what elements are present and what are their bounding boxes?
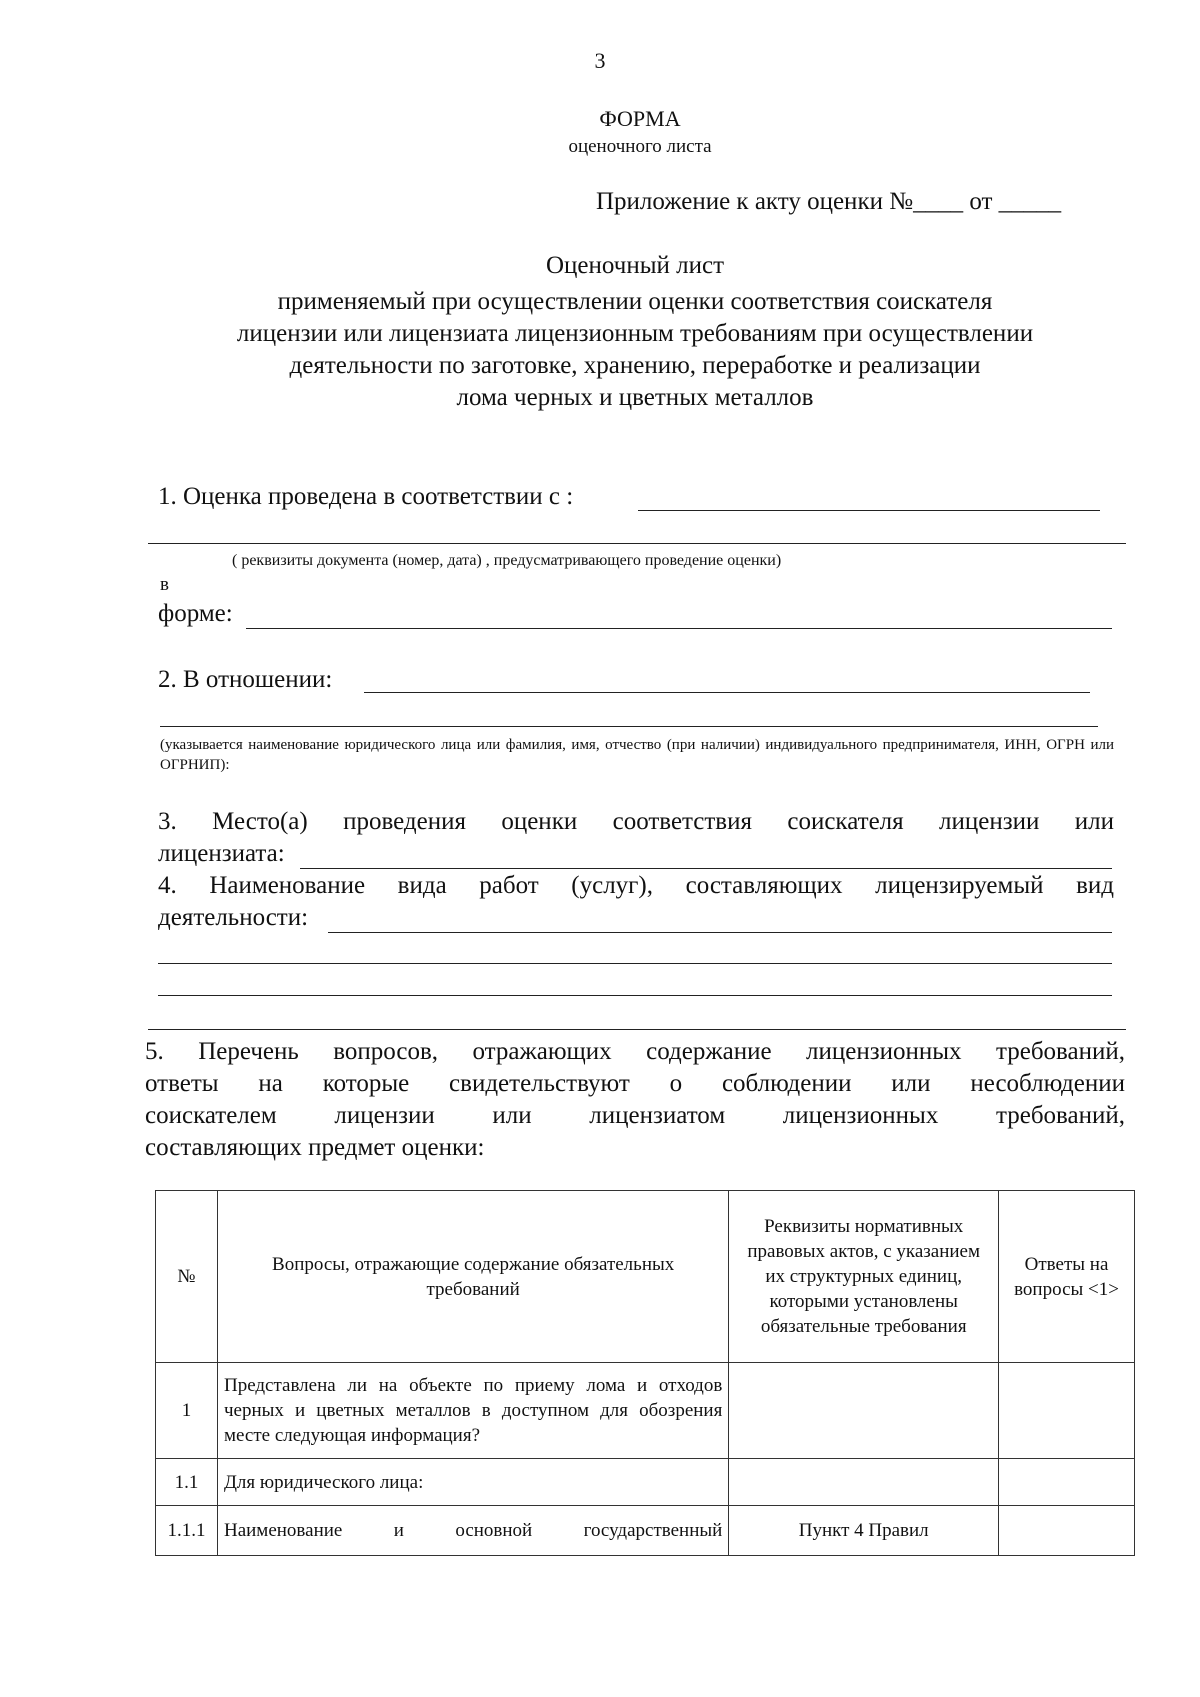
section1-form-fill-line[interactable] [246, 628, 1112, 629]
requirements-table [155, 1190, 1135, 1556]
section5-line: 5. Перечень вопросов, отражающих содержание лицензионных требований, [145, 1038, 1125, 1065]
section4-fill-line-2[interactable] [158, 963, 1112, 964]
section2-label: 2. В отношении: [158, 666, 333, 693]
row-answer[interactable] [999, 1459, 1135, 1506]
section5-line: соискателем лицензии или лицензиатом лицензионных требований, [145, 1102, 1125, 1129]
section3-line1: 3. Место(а) проведения оценки соответствия соискателя лицензии или [158, 808, 1114, 835]
row-answer[interactable] [999, 1363, 1135, 1459]
row-num: 1.1 [156, 1459, 218, 1506]
row-requisite [729, 1363, 999, 1459]
section5-line: ответы на которые свидетельствуют о соблюдении или несоблюдении [145, 1070, 1125, 1097]
sheet-description-line: лицензии или лицензиата лицензионным требованиям при осуществлении [236, 320, 1034, 347]
row-question: Представлена ли на объекте по приему лома и отходов черных и цветных металлов в доступном для обозрения месте следующая информация? [217, 1363, 728, 1459]
table-header-row [156, 1191, 1135, 1363]
section2-fill-line-2[interactable] [160, 726, 1098, 727]
header-num: № [156, 1191, 218, 1363]
table-row [156, 1363, 1135, 1459]
section2-hint: (указывается наименование юридического лица или фамилия, имя, отчество (при наличии) индивидуального предпринимателя, ИНН, ОГРН или ОГРНИП): [160, 737, 1114, 773]
sheet-description [0, 286, 1200, 414]
row-question: Наименование и основной государственный [217, 1506, 728, 1556]
row-num: 1 [156, 1363, 218, 1459]
section5-text [145, 1036, 1125, 1164]
section2-fill-line[interactable] [364, 692, 1090, 693]
section1-fill-line[interactable] [638, 510, 1100, 511]
appendix-line: Приложение к акту оценки №____ от _____ [596, 188, 1062, 215]
section1-label: 1. Оценка проведена в соответствии с : [158, 483, 574, 510]
section1-fill-line-2[interactable] [148, 543, 1126, 544]
table-row [156, 1459, 1135, 1506]
section3-fill-line[interactable] [300, 868, 1112, 869]
section3-line2: лицензиата: [158, 840, 285, 867]
row-answer[interactable] [999, 1506, 1135, 1556]
row-requisite: Пункт 4 Правил [729, 1506, 999, 1556]
row-question: Для юридического лица: [217, 1459, 728, 1506]
section1-form-prefix: в [160, 574, 169, 595]
form-title: ФОРМА [599, 106, 681, 131]
sheet-description-line: деятельности по заготовке, хранению, переработке и реализации [289, 352, 981, 379]
section5-line: составляющих предмет оценки: [145, 1134, 485, 1161]
sheet-description-line: применяемый при осуществлении оценки соответствия соискателя [277, 288, 993, 315]
form-subtitle: оценочного листа [568, 136, 712, 157]
section4-line2: деятельности: [158, 904, 309, 931]
section4-line1: 4. Наименование вида работ (услуг), составляющих лицензируемый вид [158, 872, 1114, 899]
sheet-description-line: лома черных и цветных металлов [456, 384, 814, 411]
sheet-title: Оценочный лист [545, 252, 724, 279]
header-answers: Ответы на вопросы <1> [999, 1191, 1135, 1363]
table-row [156, 1506, 1135, 1556]
page-number: 3 [594, 48, 606, 73]
section1-form-label: форме: [158, 600, 233, 627]
section4-fill-line-3[interactable] [158, 995, 1112, 996]
row-num: 1.1.1 [156, 1506, 218, 1556]
section-divider [148, 1029, 1126, 1030]
header-requisites: Реквизиты нормативных правовых актов, с указанием их структурных единиц, которыми установлены обязательные требования [729, 1191, 999, 1363]
header-questions: Вопросы, отражающие содержание обязательных требований [217, 1191, 728, 1363]
section4-fill-line[interactable] [328, 932, 1112, 933]
row-requisite [729, 1459, 999, 1506]
section1-hint: ( реквизиты документа (номер, дата) , предусматривающего проведение оценки) [232, 552, 782, 569]
